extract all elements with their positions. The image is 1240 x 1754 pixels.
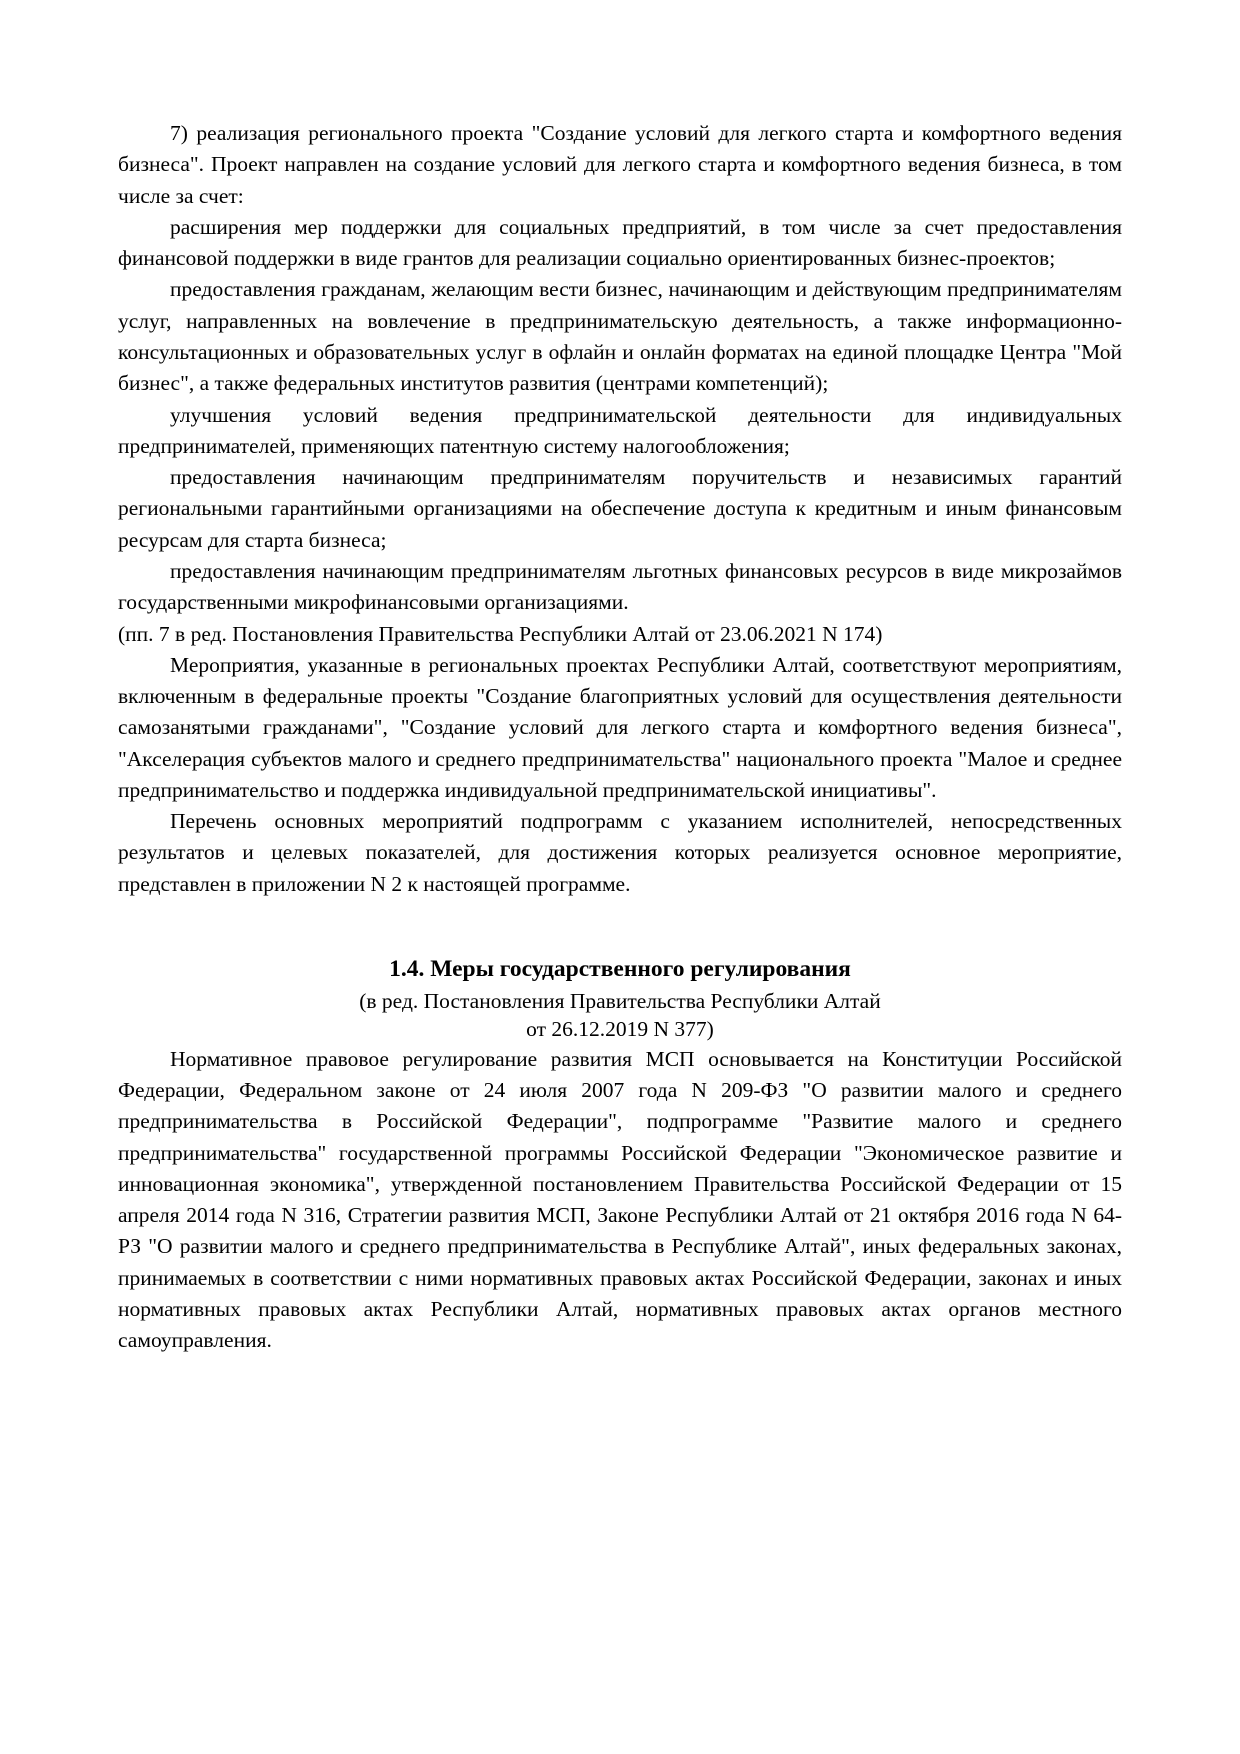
paragraph-bullet-citizen-services: предоставления гражданам, желающим вести бизнес, начинающим и действующим предпринимателям услуг, направленных на вовлечение в предпринимательскую деятельность, а также информационно-консультационных и образовательных услуг в офлайн и онлайн форматах на единой площадке Центра "Мой бизнес", а также федеральных институтов развития (центрами компетенций);	[118, 277, 1122, 396]
amendment-note-pp7: (пп. 7 в ред. Постановления Правительства Республики Алтай от 23.06.2021 N 174)	[118, 621, 883, 646]
section-heading-1-4: 1.4. Меры государственного регулирования	[389, 956, 851, 983]
paragraph-bullet-microloans: предоставления начинающим предпринимателям льготных финансовых ресурсов в виде микрозаймов государственными микрофинансовыми организациями.	[118, 558, 1122, 615]
paragraph-appendix-reference: Перечень основных мероприятий подпрограмм с указанием исполнителей, непосредственных результатов и целевых показателей, для достижения которых реализуется основное мероприятие, представлен в приложении N 2 к настоящей программе.	[118, 809, 1122, 896]
paragraph-legal-framework: Нормативное правовое регулирование развития МСП основывается на Конституции Российской Федерации, Федеральном законе от 24 июля 2007 года N 209-ФЗ "О развитии малого и среднего предпринимательства в Российской Федерации", подпрограмме "Развитие малого и среднего предпринимательства" государственной программы Российской Федерации "Экономическое развитие и инновационная экономика", утвержденной постановлением Правительства Российской Федерации от 15 апреля 2014 года N 316, Стратегии развития МСП, Законе Республики Алтай от 21 октября 2016 года N 64-РЗ "О развитии малого и среднего предпринимательства в Республике Алтай", иных федеральных законах, принимаемых в соответствии с ними нормативных правовых актах Российской Федерации, законах и иных нормативных правовых актах Республики Алтай, нормативных правовых актах органов местного самоуправления.	[118, 1046, 1122, 1353]
paragraph-federal-projects: Мероприятия, указанные в региональных проектах Республики Алтай, соответствуют мероприятиям, включенным в федеральные проекты "Создание благоприятных условий для осуществления деятельности самозанятыми гражданами", "Создание условий для легкого старта и комфортного ведения бизнеса", "Акселерация субъектов малого и среднего предпринимательства" национального проекта "Малое и среднее предпринимательство и поддержка индивидуальной предпринимательской инициативы".	[118, 652, 1122, 802]
paragraph-bullet-social-enterprises: расширения мер поддержки для социальных предприятий, в том числе за счет предоставления финансовой поддержки в виде грантов для реализации социально ориентированных бизнес-проектов;	[118, 214, 1122, 271]
paragraph-item-7: 7) реализация регионального проекта "Создание условий для легкого старта и комфортного ведения бизнеса". Проект направлен на создание условий для легкого старта и комфортного ведения бизнеса, в том числе за счет:	[118, 121, 1122, 208]
paragraph-bullet-patent-system: улучшения условий ведения предпринимательской деятельности для индивидуальных предпринимателей, применяющих патентную систему налогообложения;	[118, 402, 1122, 458]
section-amendment-line-1: (в ред. Постановления Правительства Республики Алтай	[359, 988, 881, 1013]
section-amendment-line-2: от 26.12.2019 N 377)	[526, 1017, 714, 1042]
document-body	[118, 118, 1122, 1357]
section-amendment-note	[118, 987, 1122, 1044]
paragraph-bullet-guarantees: предоставления начинающим предпринимателям поручительств и независимых гарантий региональными гарантийными организациями на обеспечение доступа к кредитным и иным финансовым ресурсам для старта бизнеса;	[118, 465, 1122, 552]
